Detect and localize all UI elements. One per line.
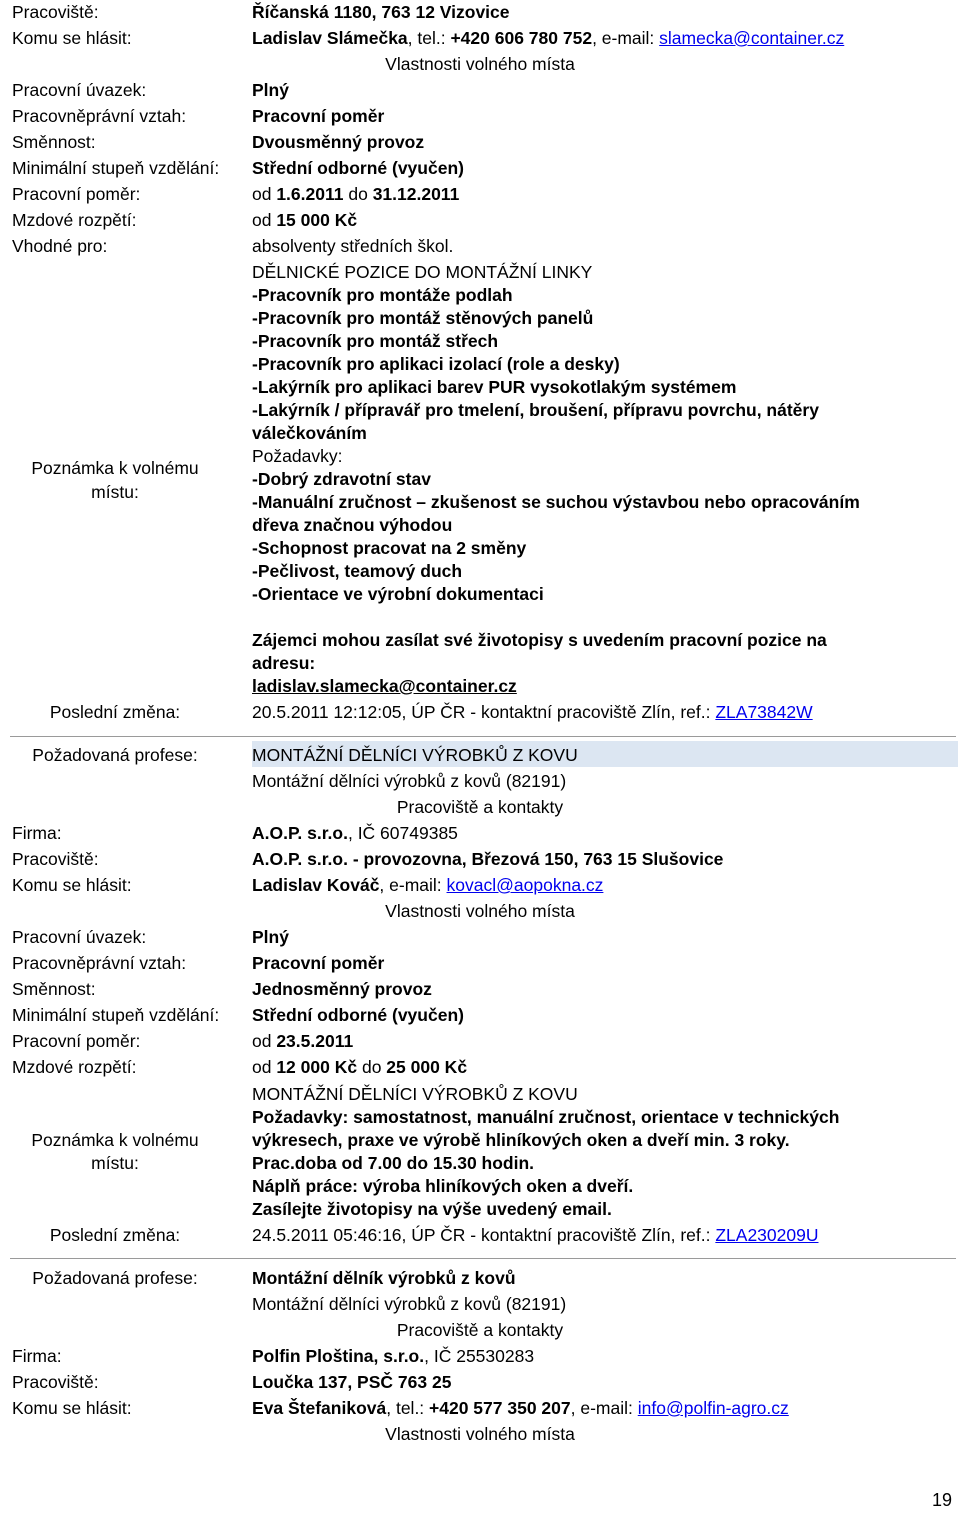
note-line: válečkováním	[252, 423, 367, 443]
shift-label: Směnnost:	[12, 132, 96, 152]
contact-label: Komu se hlásit:	[12, 28, 132, 48]
salary-label: Mzdové rozpětí:	[12, 1057, 137, 1077]
shift-value: Dvousměnný provoz	[252, 132, 425, 152]
firm-name: Polfin Ploština, s.r.o.	[252, 1346, 425, 1366]
properties-heading: Vlastnosti volného místa	[385, 1424, 575, 1444]
contacts-heading: Pracoviště a kontakty	[396, 797, 564, 817]
firm-ico: , IČ 60749385	[347, 823, 458, 843]
note-line: -Schopnost pracovat na 2 směny	[252, 538, 527, 558]
salary-label: Mzdové rozpětí:	[12, 210, 137, 230]
profession-title: MONTÁŽNÍ DĚLNÍCI VÝROBKŮ Z KOVU	[252, 745, 578, 765]
shift-value: Jednosměnný provoz	[252, 979, 432, 999]
note-apply-line2: adresu:	[252, 653, 316, 673]
note-line: -Manuální zručnost – zkušenost se suchou výstavbou nebo opracováním	[252, 492, 860, 512]
note-line: DĚLNICKÉ POZICE DO MONTÁŽNÍ LINKY	[252, 262, 593, 282]
properties-heading: Vlastnosti volného místa	[385, 54, 575, 74]
note-line: -Pracovník pro montáž střech	[252, 331, 499, 351]
contact-label: Komu se hlásit:	[12, 875, 132, 895]
contact-value	[252, 875, 603, 895]
note-line: -Pracovník pro aplikaci izolací (role a desky)	[252, 354, 620, 374]
email-prefix: , e-mail:	[379, 875, 447, 895]
workplace-label: Pracoviště:	[12, 849, 99, 869]
employment-value	[252, 184, 459, 204]
note-line: -Pečlivost, teamový duch	[252, 561, 463, 581]
firm-value	[252, 823, 458, 843]
salary-pre: od	[252, 210, 277, 230]
employment-value	[252, 1031, 353, 1051]
note-line: dřeva značnou výhodou	[252, 515, 453, 535]
page-number: 19	[931, 1490, 952, 1510]
contact-name: Ladislav Slámečka	[252, 28, 408, 48]
note-apply-line1: Zájemci mohou zasílat své životopisy s uvedením pracovní pozice na	[252, 630, 827, 650]
profession-title: Montážní dělník výrobků z kovů	[252, 1268, 516, 1288]
relation-value: Pracovní poměr	[252, 953, 385, 973]
salary-value	[252, 210, 357, 230]
workplace-label: Pracoviště:	[12, 2, 99, 22]
last-change-label: Poslední změna:	[49, 1225, 181, 1245]
note-line: -Pracovník pro montáž stěnových panelů	[252, 308, 594, 328]
salary-mid: do	[357, 1057, 387, 1077]
note-label-line2: místu:	[91, 1153, 139, 1173]
note-line: -Lakýrník pro aplikaci barev PUR vysokotlakým systémem	[252, 377, 737, 397]
note-line: Zasílejte životopisy na výše uvedený email.	[252, 1199, 612, 1219]
note-line: Požadavky: samostatnost, manuální zručnost, orientace v technických	[252, 1107, 840, 1127]
employment-pre: od	[252, 184, 277, 204]
employment-pre: od	[252, 1031, 277, 1051]
employment-mid: do	[343, 184, 373, 204]
section-divider	[10, 736, 956, 737]
education-label: Minimální stupeň vzdělání:	[12, 158, 220, 178]
relation-value: Pracovní poměr	[252, 106, 385, 126]
email-prefix: , e-mail:	[592, 28, 660, 48]
contact-email-link[interactable]: kovacl@aopokna.cz	[446, 875, 604, 895]
last-change-text: 24.5.2011 05:46:16, ÚP ČR - kontaktní pracoviště Zlín, ref.:	[252, 1225, 716, 1245]
relation-label: Pracovněprávní vztah:	[12, 953, 187, 973]
note-line: -Lakýrník / přípravář pro tmelení, broušení, přípravu povrchu, nátěry	[252, 400, 819, 420]
workload-value: Plný	[252, 80, 289, 100]
contact-email-link[interactable]: slamecka@container.cz	[659, 28, 845, 48]
suitable-label: Vhodné pro:	[12, 236, 108, 256]
workload-label: Pracovní úvazek:	[12, 80, 147, 100]
note-line: -Pracovník pro montáže podlah	[252, 285, 513, 305]
education-label: Minimální stupeň vzdělání:	[12, 1005, 220, 1025]
email-prefix: , e-mail:	[570, 1398, 638, 1418]
section-divider	[10, 1258, 956, 1259]
profession-label: Požadovaná profese:	[32, 1268, 198, 1288]
employment-label: Pracovní poměr:	[12, 1031, 141, 1051]
note-line: -Orientace ve výrobní dokumentaci	[252, 584, 544, 604]
note-apply-email-text: ladislav.slamecka@container.cz	[252, 676, 517, 696]
last-change-value	[252, 702, 813, 722]
workload-label: Pracovní úvazek:	[12, 927, 147, 947]
education-value: Střední odborné (vyučen)	[252, 158, 464, 178]
ref-link[interactable]: ZLA73842W	[715, 702, 813, 722]
suitable-value: absolventy středních škol.	[252, 236, 454, 256]
salary-to: 25 000 Kč	[386, 1057, 468, 1077]
contact-value	[252, 1398, 789, 1418]
workload-value: Plný	[252, 927, 289, 947]
contact-value	[252, 28, 844, 48]
contact-email-link[interactable]: info@polfin-agro.cz	[637, 1398, 789, 1418]
note-label-line1: Poznámka k volnému	[31, 1130, 199, 1150]
workplace-label: Pracoviště:	[12, 1372, 99, 1392]
workplace-value: Říčanská 1180, 763 12 Vizovice	[252, 2, 510, 22]
profession-code: Montážní dělníci výrobků z kovů (82191)	[252, 1294, 567, 1314]
salary-value	[252, 1057, 467, 1077]
shift-label: Směnnost:	[12, 979, 96, 999]
profession-label: Požadovaná profese:	[32, 745, 198, 765]
note-line: MONTÁŽNÍ DĚLNÍCI VÝROBKŮ Z KOVU	[252, 1084, 578, 1104]
contact-name: Eva Štefaniková	[252, 1398, 387, 1418]
note-line: Požadavky:	[252, 446, 343, 466]
last-change-value	[252, 1225, 819, 1245]
note-line: Náplň práce: výroba hliníkových oken a dveří.	[252, 1176, 634, 1196]
workplace-value: Loučka 137, PSČ 763 25	[252, 1372, 452, 1392]
ref-link[interactable]: ZLA230209U	[715, 1225, 819, 1245]
profession-code: Montážní dělníci výrobků z kovů (82191)	[252, 771, 567, 791]
salary-from: 12 000 Kč	[276, 1057, 358, 1077]
contact-label: Komu se hlásit:	[12, 1398, 132, 1418]
firm-label: Firma:	[12, 1346, 62, 1366]
note-label-line1: Poznámka k volnému	[31, 458, 199, 478]
note-label-line2: místu:	[91, 482, 139, 502]
salary-pre: od	[252, 1057, 277, 1077]
contact-tel: +420 577 350 207	[429, 1398, 571, 1418]
firm-value	[252, 1346, 534, 1366]
tel-prefix: , tel.:	[386, 1398, 430, 1418]
employment-to: 31.12.2011	[372, 184, 460, 204]
note-line: výkresech, praxe ve výrobě hliníkových oken a dveří min. 3 roky.	[252, 1130, 790, 1150]
relation-label: Pracovněprávní vztah:	[12, 106, 187, 126]
note-line: Prac.doba od 7.00 do 15.30 hodin.	[252, 1153, 535, 1173]
firm-label: Firma:	[12, 823, 62, 843]
last-change-text: 20.5.2011 12:12:05, ÚP ČR - kontaktní pracoviště Zlín, ref.:	[252, 702, 716, 722]
properties-heading: Vlastnosti volného místa	[385, 901, 575, 921]
firm-ico: , IČ 25530283	[424, 1346, 535, 1366]
employment-label: Pracovní poměr:	[12, 184, 141, 204]
contact-name: Ladislav Kováč	[252, 875, 380, 895]
note-line: -Dobrý zdravotní stav	[252, 469, 431, 489]
last-change-label: Poslední změna:	[49, 702, 181, 722]
contact-tel: +420 606 780 752	[450, 28, 593, 48]
employment-from: 23.5.2011	[276, 1031, 354, 1051]
salary-from: 15 000 Kč	[276, 210, 358, 230]
workplace-value: A.O.P. s.r.o. - provozovna, Březová 150, 763 15 Slušovice	[252, 849, 724, 869]
contacts-heading: Pracoviště a kontakty	[396, 1320, 564, 1340]
tel-prefix: , tel.:	[407, 28, 451, 48]
education-value: Střední odborné (vyučen)	[252, 1005, 464, 1025]
firm-name: A.O.P. s.r.o.	[252, 823, 348, 843]
employment-from: 1.6.2011	[276, 184, 344, 204]
